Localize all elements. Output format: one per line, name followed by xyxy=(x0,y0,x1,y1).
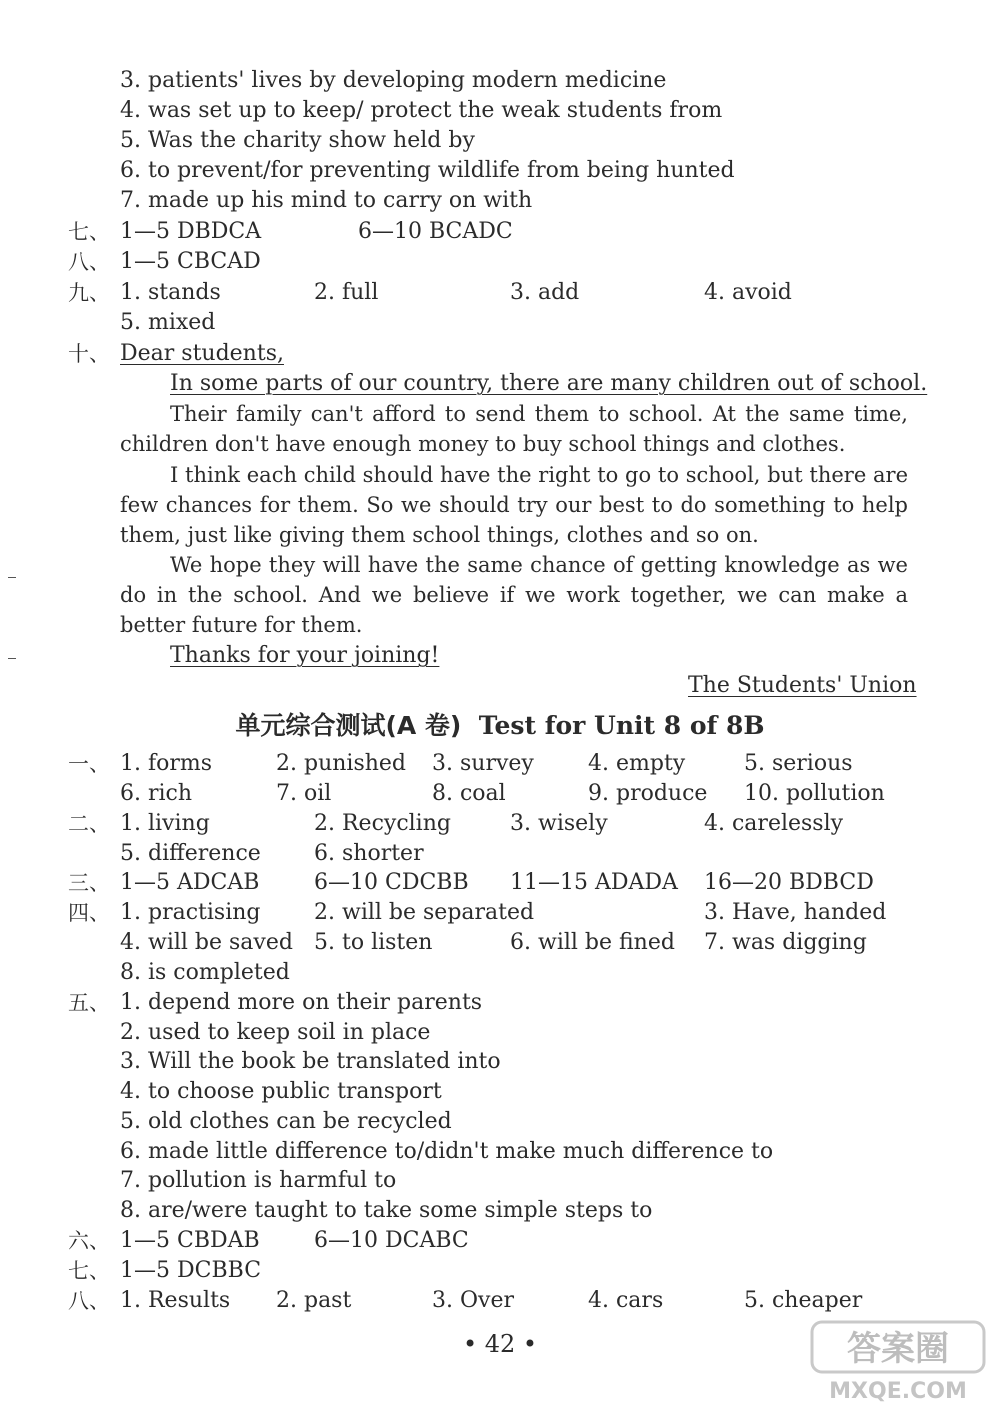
letter-paragraph: We hope they will have the same chance of getting knowledge as we do in the school. And we believe if we work together, we can make a better future for them. xyxy=(120,553,908,638)
answer-text: 1. Results xyxy=(120,1288,231,1313)
letter-closing: Thanks for your joining! xyxy=(170,643,440,668)
answer-text: 8. is completed xyxy=(120,960,290,985)
answer-text: 1—5 ADCAB xyxy=(120,870,260,895)
answer-text: 8. are/were taught to take some simple steps to xyxy=(120,1198,653,1223)
unit-test-heading xyxy=(0,706,1000,746)
answer-text: 10. pollution xyxy=(744,781,885,806)
answer-text: 3. patients' lives by developing modern medicine xyxy=(120,68,667,93)
section-label: 七、 xyxy=(68,220,110,244)
answer-text: 5. old clothes can be recycled xyxy=(120,1109,452,1134)
letter-signature: The Students' Union xyxy=(688,673,917,698)
answer-text: 6. will be fined xyxy=(510,930,675,955)
answer-text: 16—20 BDBCD xyxy=(704,870,874,895)
answer-text: 3. survey xyxy=(432,751,534,776)
answer-text: 4. carelessly xyxy=(704,811,844,836)
answer-text: 5. serious xyxy=(744,751,853,776)
letter-first-sentence: In some parts of our country, there are many children out of school. xyxy=(170,371,928,396)
answer-text: 4. will be saved xyxy=(120,930,293,955)
answer-text: 5. to listen xyxy=(314,930,433,955)
answer-text: 2. full xyxy=(314,280,379,305)
answer-text: 6—10 BCADC xyxy=(358,219,513,244)
answer-text: 8. coal xyxy=(432,781,506,806)
watermark-logo xyxy=(808,1316,988,1406)
margin-mark xyxy=(8,658,16,659)
answer-text: 6. shorter xyxy=(314,841,424,866)
section-label: 三、 xyxy=(68,871,110,895)
answer-text: 1. forms xyxy=(120,751,213,776)
answer-text: 2. punished xyxy=(276,751,407,776)
answer-text: 2. past xyxy=(276,1288,352,1313)
margin-mark xyxy=(8,577,16,578)
section-label: 七、 xyxy=(68,1259,110,1283)
answer-text: 7. was digging xyxy=(704,930,867,955)
watermark-top-text: 答案圈 xyxy=(847,1329,949,1369)
answer-text: 2. used to keep soil in place xyxy=(120,1020,431,1045)
section-label: 四、 xyxy=(68,901,110,925)
answer-text: 5. mixed xyxy=(120,310,216,335)
section-label: 八、 xyxy=(68,1289,110,1313)
answer-text: 6. made little difference to/didn't make much difference to xyxy=(120,1139,774,1164)
answer-text: 4. was set up to keep/ protect the weak students from xyxy=(120,98,723,123)
heading-chinese: 单元综合测试(A 卷) xyxy=(235,711,462,740)
letter-paragraph: I think each child should have the right to go to school, but there are few chances for them. So we should try our best to do something to help them, just like giving them school things, clothes and so on. xyxy=(120,463,908,548)
answer-text: 3. Will the book be translated into xyxy=(120,1049,501,1074)
answer-text: 11—15 ADADA xyxy=(510,870,678,895)
answer-text: 3. wisely xyxy=(510,811,608,836)
section-label: 八、 xyxy=(68,250,110,274)
section-label: 一、 xyxy=(68,752,110,776)
answer-text: 6—10 CDCBB xyxy=(314,870,469,895)
answer-text: 4. avoid xyxy=(704,280,792,305)
answer-text: 1—5 CBCAD xyxy=(120,249,261,274)
letter-salutation: Dear students, xyxy=(120,341,284,366)
section-label: 十、 xyxy=(68,342,110,366)
answer-text: 7. oil xyxy=(276,781,332,806)
answer-text: 1—5 DCBBC xyxy=(120,1258,262,1283)
answer-text: 1. depend more on their parents xyxy=(120,990,483,1015)
answer-text: 4. to choose public transport xyxy=(120,1079,442,1104)
answer-text: 5. difference xyxy=(120,841,261,866)
page-number: • 42 • xyxy=(462,1330,538,1358)
heading-english: Test for Unit 8 of 8B xyxy=(478,711,765,740)
section-label: 五、 xyxy=(68,991,110,1015)
answer-text: 1. stands xyxy=(120,280,221,305)
answer-text: 5. Was the charity show held by xyxy=(120,128,475,153)
answer-text: 7. pollution is harmful to xyxy=(120,1168,397,1193)
answer-text: 9. produce xyxy=(588,781,708,806)
section-label: 二、 xyxy=(68,812,110,836)
answer-text: 2. will be separated xyxy=(314,900,535,925)
answer-text: 4. cars xyxy=(588,1288,664,1313)
answer-text: 7. made up his mind to carry on with xyxy=(120,188,533,213)
answer-text: 3. Have, handed xyxy=(704,900,887,925)
answer-text: 1—5 DBDCA xyxy=(120,219,262,244)
section-label: 六、 xyxy=(68,1229,110,1253)
answer-text: 1. practising xyxy=(120,900,261,925)
section-label: 九、 xyxy=(68,281,110,305)
answer-text: 1. living xyxy=(120,811,210,836)
answer-text: 6. to prevent/for preventing wildlife from being hunted xyxy=(120,158,735,183)
answer-text: 3. add xyxy=(510,280,580,305)
answer-text: 5. cheaper xyxy=(744,1288,863,1313)
watermark-bottom-text: MXQE.COM xyxy=(829,1379,967,1404)
answer-text: 6—10 DCABC xyxy=(314,1228,469,1253)
answer-text: 6. rich xyxy=(120,781,193,806)
answer-text: 4. empty xyxy=(588,751,686,776)
answer-text: 2. Recycling xyxy=(314,811,451,836)
answer-text: 3. Over xyxy=(432,1288,514,1313)
answer-text: 1—5 CBDAB xyxy=(120,1228,260,1253)
letter-paragraph: Their family can't afford to send them to school. At the same time, children don't have enough money to buy school things and clothes. xyxy=(120,402,908,457)
